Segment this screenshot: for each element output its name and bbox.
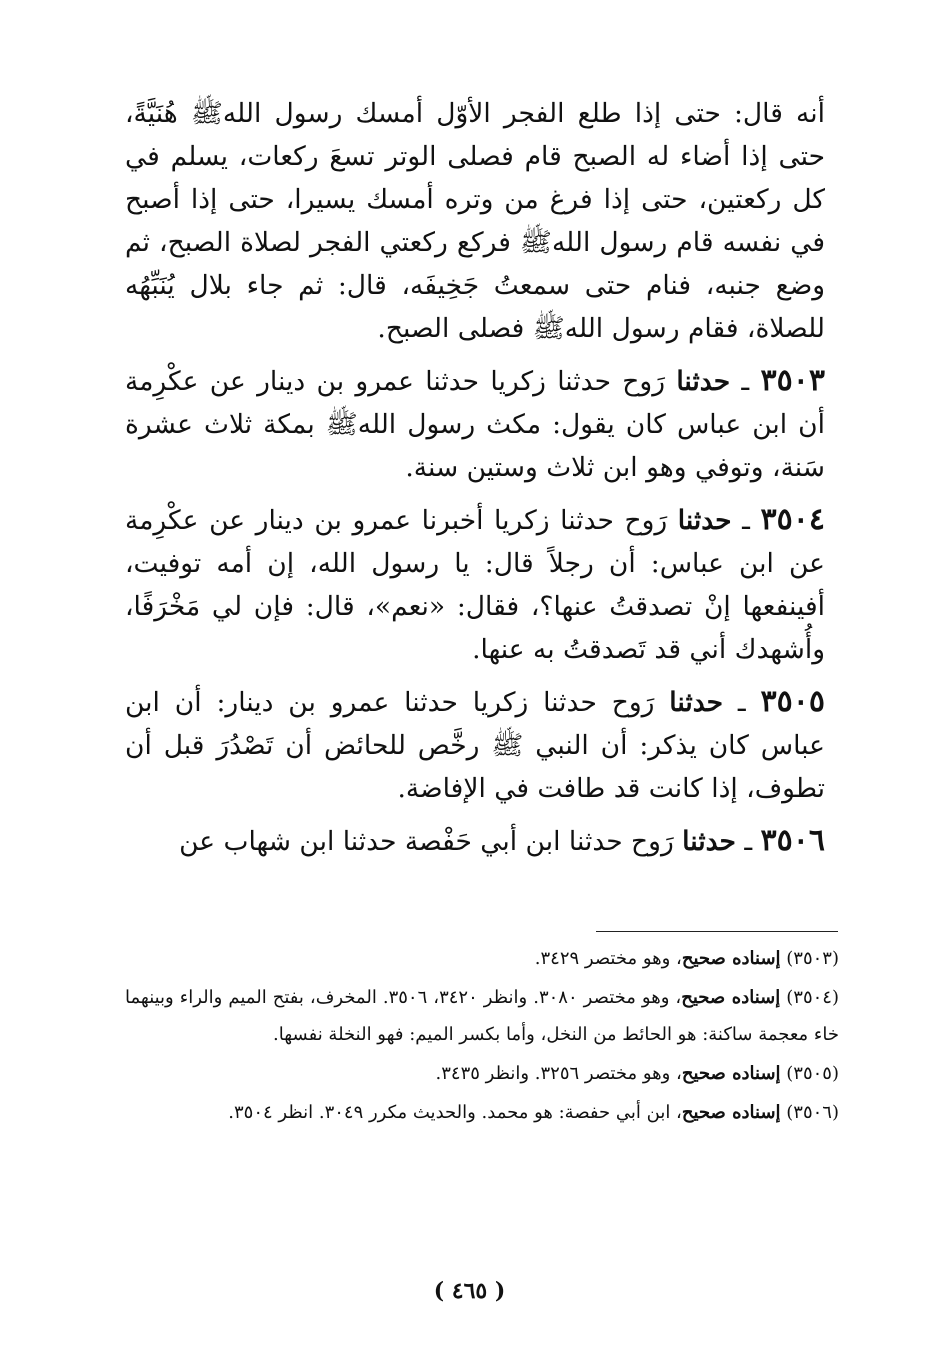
hadith-text: رَوح حدثنا زكريا حدثنا عمرو بن دينار: أن ابن عباس كان يذكر: أن النبي ﷺ رخَّص للحائض أن تَصْدُرَ قبل أن تطوف، إذا كانت قد طافت في الإفاضة.: [125, 687, 825, 804]
footnote-text: ، وهو مختصر ٣٠٨٠. وانظر ٣٤٢٠، ٣٥٠٦. المخرف، بفتح الميم والراء وبينهما خاء معجمة ساكنة: هو الحائط من النخل، وأما بكسر الميم: فهو النخلة نفسها.: [125, 987, 839, 1045]
footnote-text: ، ابن أبي حفصة: هو محمد. والحديث مكرر ٣٠٤٩. انظر ٣٥٠٤.: [228, 1102, 682, 1123]
footnote-ref: (٣٥٠٦): [780, 1102, 839, 1123]
paragraph-continuation: أنه قال: حتى إذا طلع الفجر الأوّل أمسك رسول اللهﷺ هُنَيَّةً، حتى إذا أضاء له الصبح قام فصلى الوتر تسعَ ركعات، يسلم في كل ركعتين، حتى إذا فرغ من وتره أمسك يسيرا، حتى إذا أصبح في نفسه قام رسول اللهﷺ فركع ركعتي الفجر لصلاة الصبح، ثم وضع جنبه، فنام حتى سمعتُ جَخِيفَه، قال: ثم جاء بلال يُنَبِّهُه للصلاة، فقام رسول اللهﷺ فصلى الصبح.: [125, 98, 825, 344]
dash-separator: ـ: [731, 505, 761, 536]
footnote-3505: [125, 1055, 839, 1092]
footnote-ref: (٣٥٠٣): [780, 948, 839, 969]
hadith-3504: [125, 498, 825, 671]
footnote-text: ، وهو مختصر ٣٢٥٦. وانظر ٣٤٣٥.: [435, 1063, 682, 1084]
hadith-text: رَوح حدثنا زكريا أخبرنا عمرو بن دينار عن عكْرِمة عن ابن عباس: أن رجلاً قال: يا رسول الله، إن أمه توفيت، أفينفعها إنْ تصدقتُ عنها؟، فقال: «نعم»، قال: فإن لي مَخْرَفًا، وأُشهدك أني قد تَصدقتُ به عنها.: [125, 505, 825, 665]
footnote-grade: إسناده صحيح: [681, 987, 781, 1008]
footnotes: [125, 940, 839, 1131]
footnote-grade: إسناده صحيح: [681, 948, 781, 969]
footnote-3503: [125, 940, 839, 977]
dash-separator: ـ: [730, 366, 761, 397]
footnote-grade: إسناده صحيح: [681, 1063, 781, 1084]
footnote-ref: (٣٥٠٥): [780, 1063, 839, 1084]
footnote-grade: إسناده صحيح: [681, 1102, 781, 1123]
narration-keyword: حدثنا: [669, 687, 724, 718]
footnote-3506: [125, 1094, 839, 1131]
main-text: [125, 92, 825, 863]
hadith-number: ٣٥٠٤: [760, 502, 825, 537]
hadith-text: رَوح حدثنا ابن أبي حَفْصة حدثنا ابن شهاب عن: [179, 826, 683, 857]
dash-separator: ـ: [723, 687, 761, 718]
hadith-number: ٣٥٠٣: [760, 363, 825, 398]
footnote-text: ، وهو مختصر ٣٤٢٩.: [534, 948, 682, 969]
hadith-3503: [125, 359, 825, 489]
hadith-text: رَوح حدثنا زكريا حدثنا عمرو بن دينار عن عكْرِمة أن ابن عباس كان يقول: مكث رسول اللهﷺ بمكة ثلاث عشرة سَنة، وتوفي وهو ابن ثلاث وستين سنة.: [125, 366, 825, 483]
hadith-3505: [125, 680, 825, 810]
hadith-number: ٣٥٠٦: [760, 823, 825, 858]
footnote-ref: (٣٥٠٤): [780, 987, 839, 1008]
page-number: ( ٤٦٥ ): [433, 1278, 506, 1304]
narration-keyword: حدثنا: [677, 505, 732, 536]
hadith-3506: [125, 819, 825, 863]
footnote-3504: [125, 979, 839, 1053]
hadith-number: ٣٥٠٥: [760, 684, 825, 719]
dash-separator: ـ: [735, 826, 761, 857]
footnote-divider: [596, 931, 838, 932]
narration-keyword: حدثنا: [676, 366, 731, 397]
narration-keyword: حدثنا: [682, 826, 736, 857]
